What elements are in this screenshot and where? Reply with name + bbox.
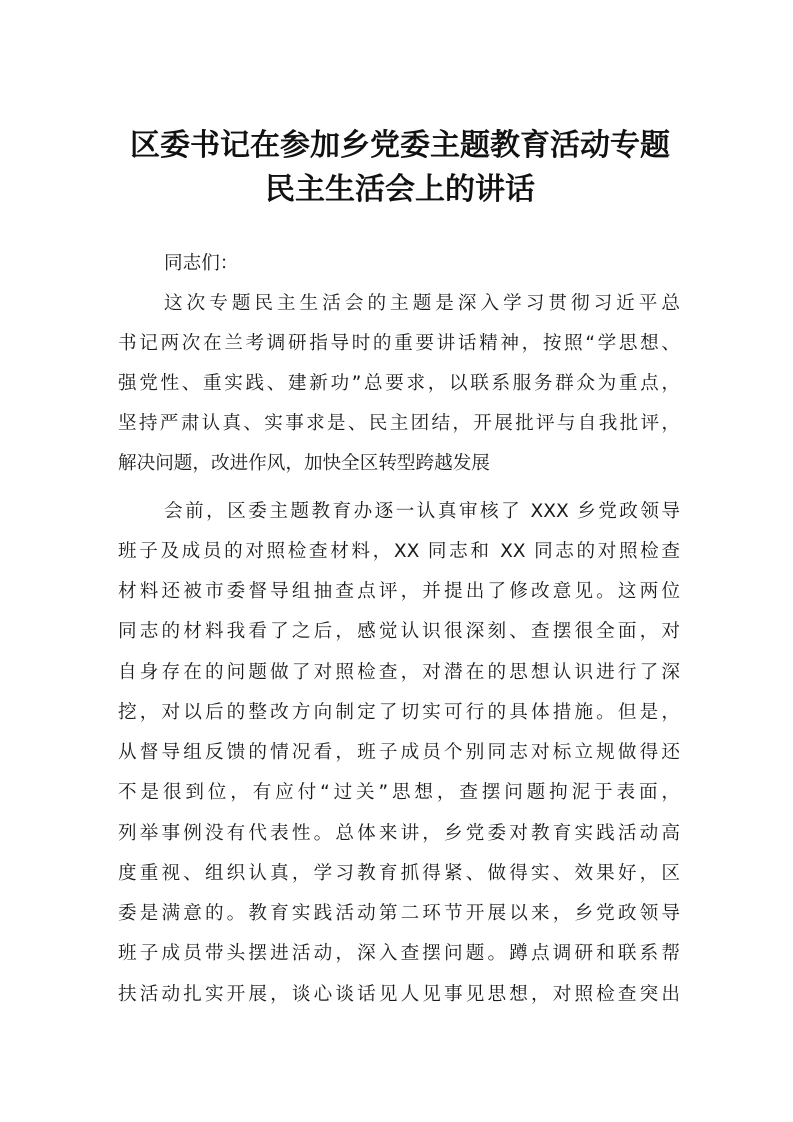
paragraph-1-line: 书记两次在兰考调研指导时的重要讲话精神，按照“学思想、: [118, 333, 680, 354]
paragraph-2-line: 不是很到位，有应付“过关”思想，查摆问题拘泥于表面，: [118, 782, 680, 803]
paragraph-1-line: 坚持严肃认真、实事求是、民主团结，开展批评与自我批评，: [118, 413, 680, 434]
paragraph-2-line: 从督导组反馈的情况看，班子成员个别同志对标立规做得还: [118, 742, 680, 763]
paragraph-2-line: 自身存在的问题做了对照检查，对潜在的思想认识进行了深: [118, 662, 680, 683]
paragraph-2-line: 委是满意的。教育实践活动第二环节开展以来，乡党政领导: [118, 903, 680, 924]
paragraph-1-line: 这次专题民主生活会的主题是深入学习贯彻习近平总: [164, 293, 680, 314]
paragraph-2-line: 挖，对以后的整改方向制定了切实可行的具体措施。但是，: [118, 702, 680, 723]
paragraph-2-line: 度重视、组织认真，学习教育抓得紧、做得实、效果好，区: [118, 863, 680, 884]
paragraph-1-line: 强党性、重实践、建新功”总要求，以联系服务群众为重点，: [118, 373, 680, 394]
paragraph-1-line: 解决问题，改进作风，加快全区转型跨越发展: [118, 453, 490, 474]
paragraph-2-line: 班子及成员的对照检查材料，XX 同志和 XX 同志的对照检查: [118, 541, 680, 562]
document-title-line-2: 民主生活会上的讲话: [265, 172, 535, 207]
paragraph-2-line: 同志的材料我看了之后，感觉认识很深刻、查摆很全面，对: [118, 621, 680, 642]
salutation: 同志们：: [164, 253, 239, 274]
paragraph-2-line: 扶活动扎实开展，谈心谈话见人见事见思想，对照检查突出: [118, 984, 680, 1005]
paragraph-2-line: 材料还被市委督导组抽查点评，并提出了修改意见。这两位: [118, 581, 680, 602]
document-title-line-1: 区委书记在参加乡党委主题教育活动专题: [130, 128, 670, 163]
paragraph-2-line: 班子成员带头摆进活动，深入查摆问题。蹲点调研和联系帮: [118, 943, 680, 964]
paragraph-2-line: 会前，区委主题教育办逐一认真审核了 XXX 乡党政领导: [164, 501, 680, 522]
paragraph-2-line: 列举事例没有代表性。总体来讲，乡党委对教育实践活动高: [118, 823, 680, 844]
